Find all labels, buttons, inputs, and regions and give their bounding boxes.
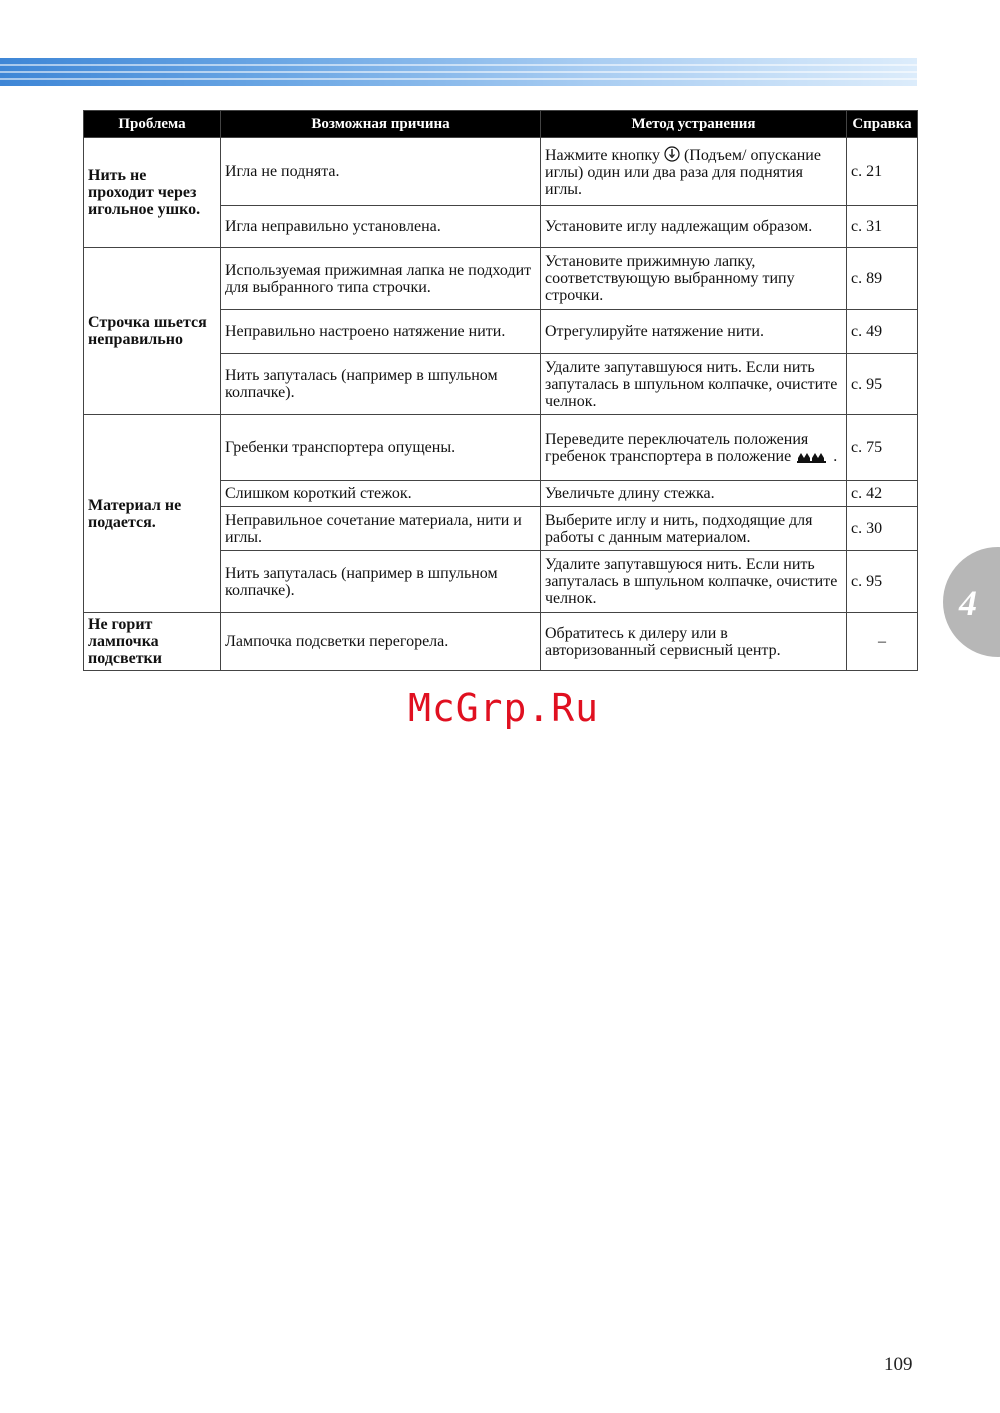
problem-cell: Материал не подается. [84,415,221,613]
cause-cell: Слишком короткий стежок. [221,481,541,507]
cause-cell: Нить запуталась (например в шпульном колпачке). [221,354,541,415]
troubleshooting-table [83,110,918,671]
table-row [84,613,918,671]
cause-cell: Игла не поднята. [221,138,541,206]
cause-cell: Нить запуталась (например в шпульном колпачке). [221,551,541,613]
cause-cell: Гребенки транспортера опущены. [221,415,541,481]
header-solution: Метод устранения [541,111,847,138]
solution-cell: Установите прижимную лапку, соответствующую выбранному типу строчки. [541,248,847,310]
cause-cell: Лампочка подсветки перегорела. [221,613,541,671]
reference-cell: с. 49 [847,310,918,354]
reference-cell: с. 21 [847,138,918,206]
solution-cell: Установите иглу надлежащим образом. [541,206,847,248]
solution-cell [541,138,847,206]
header-reference: Справка [847,111,918,138]
reference-cell: с. 95 [847,354,918,415]
cause-cell: Игла неправильно установлена. [221,206,541,248]
chapter-number: 4 [959,583,977,623]
reference-cell: – [847,613,918,671]
problem-cell: Нить не проходит через игольное ушко. [84,138,221,248]
solution-cell: Удалите запутавшуюся нить. Если нить запуталась в шпульном колпачке, очистите челнок. [541,354,847,415]
reference-cell: с. 95 [847,551,918,613]
table-row [84,138,918,206]
needle-position-icon [664,146,680,162]
reference-cell: с. 31 [847,206,918,248]
solution-text: (Подъем/ опускание иглы) один или два раза для поднятия иглы. [545,146,821,198]
solution-cell: Удалите запутавшуюся нить. Если нить запуталась в шпульном колпачке, очистите челнок. [541,551,847,613]
cause-cell: Неправильное сочетание материала, нити и иглы. [221,507,541,551]
solution-text: Переведите переключатель положения гребенок транспортера в положение [545,430,809,465]
page-number: 109 [884,1354,913,1375]
solution-cell: Обратитесь к дилеру или в авторизованный сервисный центр. [541,613,847,671]
top-decorative-band [0,58,917,86]
cause-cell: Неправильно настроено натяжение нити. [221,310,541,354]
solution-text: . [833,447,838,465]
feed-dogs-icon [797,449,827,463]
reference-cell: с. 89 [847,248,918,310]
header-problem: Проблема [84,111,221,138]
solution-text: Нажмите кнопку [545,146,660,164]
solution-cell [541,415,847,481]
solution-cell: Увеличьте длину стежка. [541,481,847,507]
table-row [84,415,918,481]
header-cause: Возможная причина [221,111,541,138]
cause-cell: Используемая прижимная лапка не подходит для выбранного типа строчки. [221,248,541,310]
solution-cell: Отрегулируйте натяжение нити. [541,310,847,354]
reference-cell: с. 75 [847,415,918,481]
problem-cell: Не горит лампочка подсветки [84,613,221,671]
reference-cell: с. 30 [847,507,918,551]
watermark-text: McGrp.Ru [408,686,600,730]
problem-cell: Строчка шьется неправильно [84,248,221,415]
table-row [84,248,918,310]
table-header-row [84,111,918,138]
reference-cell: с. 42 [847,481,918,507]
solution-cell: Выберите иглу и нить, подходящие для работы с данным материалом. [541,507,847,551]
